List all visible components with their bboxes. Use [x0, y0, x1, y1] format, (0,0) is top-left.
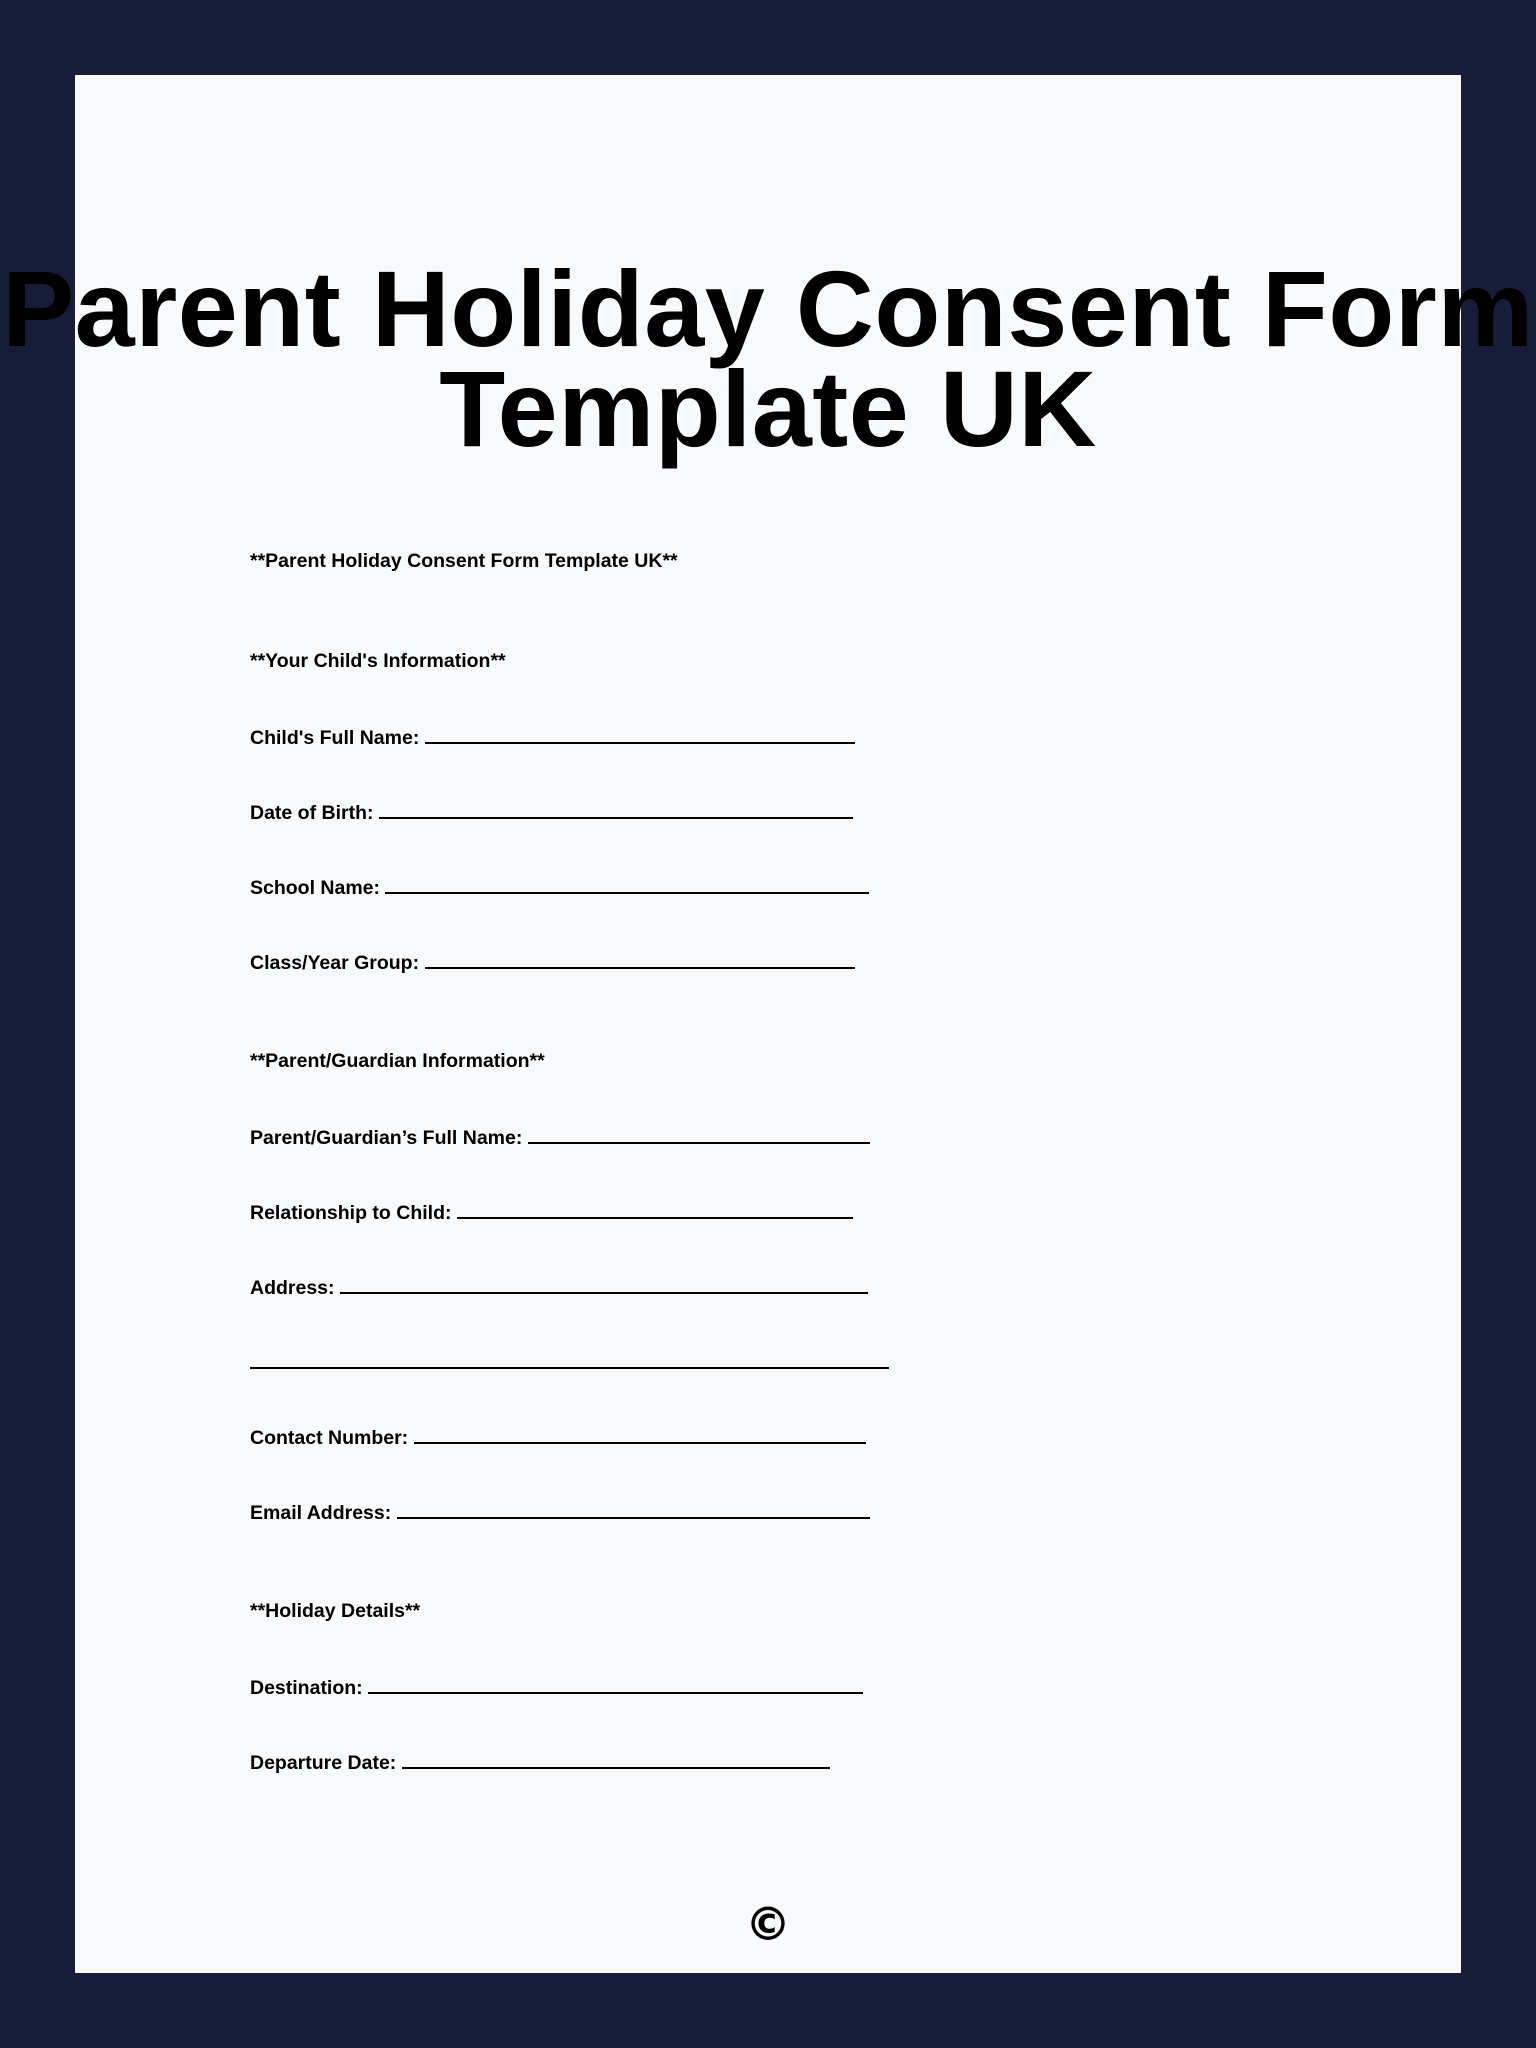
fill-in-line[interactable] — [425, 949, 855, 969]
fill-in-line[interactable] — [385, 874, 869, 894]
field-class-year-group — [250, 949, 855, 975]
field-destination — [250, 1674, 863, 1700]
fill-in-line[interactable] — [457, 1199, 853, 1219]
field-label: Contact Number: — [250, 1427, 409, 1449]
field-school-name — [250, 874, 869, 900]
fill-in-line[interactable] — [397, 1499, 870, 1519]
fill-in-line[interactable] — [379, 799, 853, 819]
field-email-address — [250, 1499, 870, 1525]
field-departure-date — [250, 1749, 830, 1775]
field-label: Departure Date: — [250, 1752, 397, 1774]
section-heading-child: **Your Child's Information** — [250, 650, 506, 672]
field-label: School Name: — [250, 877, 381, 899]
section-heading-holiday: **Holiday Details** — [250, 1600, 421, 1622]
field-address-continued — [250, 1349, 889, 1375]
field-contact-number — [250, 1424, 866, 1450]
fill-in-line[interactable] — [425, 724, 855, 744]
field-parent-full-name — [250, 1124, 870, 1150]
form-heading: **Parent Holiday Consent Form Template UK** — [250, 550, 678, 572]
field-label: Relationship to Child: — [250, 1202, 452, 1224]
fill-in-line[interactable] — [528, 1124, 870, 1144]
section-heading-parent: **Parent/Guardian Information** — [250, 1050, 545, 1072]
title-line-2: Template UK — [439, 348, 1097, 469]
field-label: Class/Year Group: — [250, 952, 420, 974]
fill-in-line[interactable] — [402, 1749, 830, 1769]
field-relationship — [250, 1199, 853, 1225]
fill-in-line[interactable] — [250, 1349, 889, 1369]
field-date-of-birth — [250, 799, 853, 825]
fill-in-line[interactable] — [368, 1674, 863, 1694]
field-label: Destination: — [250, 1677, 363, 1699]
field-label: Date of Birth: — [250, 802, 374, 824]
field-label: Address: — [250, 1277, 335, 1299]
copyright-icon: © — [745, 1897, 791, 1951]
fill-in-line[interactable] — [340, 1274, 868, 1294]
field-label: Parent/Guardian’s Full Name: — [250, 1127, 523, 1149]
document-page — [2, 75, 1534, 1973]
fill-in-line[interactable] — [414, 1424, 866, 1444]
field-label: Child's Full Name: — [250, 727, 420, 749]
page-title — [0, 248, 1536, 469]
field-child-full-name — [250, 724, 855, 750]
field-address — [250, 1274, 868, 1300]
title-line-1: Parent Holiday Consent Form — [2, 248, 1534, 369]
field-label: Email Address: — [250, 1502, 392, 1524]
